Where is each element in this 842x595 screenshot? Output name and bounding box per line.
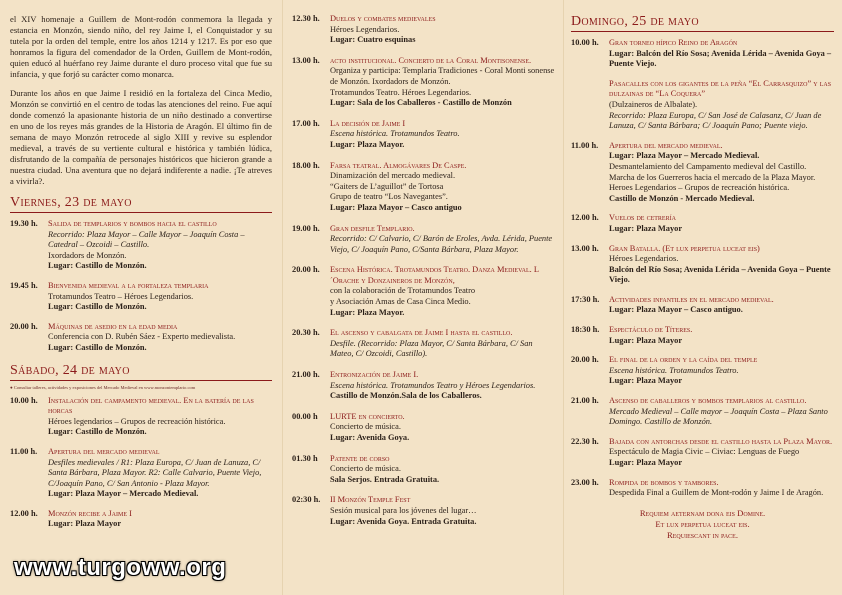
schedule-event (292, 14, 555, 46)
event-title: La decisión de Jaime I (330, 118, 406, 128)
schedule-event (571, 437, 834, 469)
event-detail: Balcón del Río Sosa; Avenida Lérida – Avenida Goya – Puente Viejo. (609, 264, 831, 285)
event-detail: Heroes Legendarios – Grupos de recreación histórica. (609, 183, 790, 193)
event-time: 02:30 h. (292, 495, 321, 505)
column-middle (282, 0, 563, 595)
event-time: 13.00 h. (571, 243, 599, 253)
event-detail: Concierto de música. (330, 464, 401, 474)
event-detail: Dinamización del mercado medieval. (330, 171, 456, 181)
schedule-event (571, 295, 834, 316)
event-title: Espectáculo de Títeres. (609, 325, 693, 335)
event-detail: Escena histórica. Trotamundos Teatro. (330, 129, 460, 139)
event-title: Apertura del mercado medieval. (609, 140, 723, 150)
event-time: 10.00 h. (571, 38, 599, 47)
event-body (330, 14, 555, 46)
event-detail: Concierto de música. (330, 422, 401, 432)
event-body (48, 219, 272, 272)
event-detail: Lugar: Plaza Mayor (609, 335, 683, 345)
event-detail: Escena histórica. Trotamundos Teatro y Héroes Legendarios. (330, 380, 536, 390)
event-detail: Lugar: Plaza Mayor (609, 376, 683, 386)
event-title: Gran desfile Templario. (330, 223, 415, 233)
event-detail: Héroes Legendarios. (330, 24, 400, 34)
column-left (0, 0, 282, 595)
event-body (330, 119, 555, 151)
event-detail: Lugar: Castillo de Monzón. (48, 427, 147, 437)
event-title: El final de la orden y la caída del temple (609, 355, 758, 365)
event-time: 18:30 h. (571, 325, 600, 335)
event-title: Apertura del mercado medieval (48, 446, 160, 456)
column-right (563, 0, 842, 595)
event-title: Gran Batalla. (Et lux perpetua luceat eis) (609, 243, 760, 253)
schedule-event (571, 79, 834, 132)
watermark: www.turgoww.org (14, 554, 227, 581)
events-sabado (10, 396, 272, 531)
intro-paragraph-2: Durante los años en que Jaime I residió en la fortaleza del Cinca Medio, Monzón se convirtió en el centro de todas las atenciones del reino. Fue aquí donde comenzó la apasionante historia de un niño destinado a convertirse en uno de los reyes más grandes de la Historia de Aragón. El último fin de semana de mayo Monzón retrocede al siglo XIII y revive su esplendor medieval, a través de su vertiente cultural e histórica y también lúdica, disfrutando de la compañía de personajes históricos que hicieron grande a nuestra ciudad. Una aventura que no dejará indiferente a nadie. ¡Te atreves a vivirla?. (10, 88, 272, 186)
event-body (48, 322, 272, 354)
event-detail: Marcha de los Guerreros hacia el mercado de la Plaza Mayor. (609, 172, 816, 182)
event-title: Bajada con antorchas desde el castillo hasta la Plaza Mayor. (609, 436, 833, 446)
event-body (330, 224, 555, 256)
event-time (571, 79, 609, 132)
schedule-event (10, 396, 272, 438)
event-time: 17.00 h. (292, 118, 320, 128)
event-body (330, 56, 555, 109)
schedule-event (571, 478, 834, 499)
event-title: Duelos y combates medievales (330, 14, 436, 23)
event-detail: Lugar: Plaza Mayor – Mercado Medieval. (48, 489, 199, 499)
event-detail: Lugar: Plaza Mayor (609, 458, 683, 467)
event-detail: Ixordadors de Monzón. (48, 250, 127, 260)
schedule-event (10, 322, 272, 354)
event-body (48, 281, 272, 313)
event-time: 18.00 h. (292, 160, 320, 170)
event-title: Instalación del campamento medieval. En la batería de las horcas (48, 395, 254, 416)
event-time: 19.45 h. (10, 280, 38, 290)
event-detail: Desmantelamiento del Campamento medieval del Castillo. (609, 161, 807, 171)
event-title: Escena Histórica. Trotamundos Teatro. Danza Medieval. L´Orache y Donzaineros de Monzón, (330, 265, 539, 285)
events-sabado-continued (292, 14, 555, 527)
schedule-event (10, 509, 272, 530)
event-time: 21.00 h. (571, 396, 599, 406)
intro-paragraph-1: el XIV homenaje a Guillem de Mont-rodón conmemora la llegada y estancia en Monzón, siendo niño, del rey Jaime I, el Conquistador y su tutela por la orden del temple, entre los años 1214 y 1217. Es por eso que honramos la figura del comendador de la Orden, Guillem de Mont-rodón, quien educó al huérfano rey Jaime durante el duro proceso vital que fue su infancia, y que forjó su carácter como monarca. (10, 14, 272, 79)
event-time: 12.00 h. (571, 213, 599, 223)
event-title: Rompida de bombos y tambores. (609, 477, 719, 487)
event-detail: Lugar: Plaza Mayor (48, 519, 122, 529)
event-detail: Lugar: Plaza Mayor – Casco antiguo. (609, 305, 743, 315)
closing-prayer (571, 508, 834, 541)
day-title-viernes: Viernes, 23 de mayo (10, 195, 132, 210)
event-detail: Lugar: Balcón del Río Sosa; Avenida Lérida – Avenida Goya – Puente Viejo. (609, 48, 832, 69)
event-time: 19.30 h. (10, 219, 38, 228)
event-body (609, 295, 834, 316)
schedule-event (10, 447, 272, 500)
event-detail: Lugar: Castillo de Monzón. (48, 261, 147, 271)
event-detail: Recorrido: C/ Calvario, C/ Barón de Eroles, Avda. Lérida, Puente Viejo, C/ Joaquín Pano, C/Santa Bárbara, Plaza Mayor. (330, 234, 553, 254)
event-detail: con la colaboración de Trotamundos Teatro (330, 286, 476, 296)
event-detail: Lugar: Plaza Mayor. (330, 307, 405, 317)
event-time: 20.00 h. (571, 355, 599, 365)
event-time: 17:30 h. (571, 294, 600, 304)
event-time: 20.00 h. (292, 265, 320, 275)
event-body (48, 509, 272, 530)
event-body (48, 447, 272, 500)
event-body (609, 79, 834, 132)
event-body (330, 495, 555, 527)
schedule-event (292, 495, 555, 527)
event-time: 01.30 h (292, 453, 318, 463)
event-title: Bienvenida medieval a la fortaleza templaria (48, 280, 209, 290)
event-time: 00.00 h (292, 411, 318, 421)
event-time: 10.00 h. (10, 395, 38, 405)
event-body (330, 370, 555, 402)
schedule-event (571, 38, 834, 70)
event-detail: Recorrido: Plaza Mayor – Calle Mayor – Joaquín Costa – Catedral – Ozcoidi – Castillo. (48, 229, 245, 250)
event-detail: Lugar: Sala de los Caballeros - Castillo de Monzón (330, 98, 512, 108)
event-body (609, 38, 834, 70)
event-body (330, 265, 555, 318)
event-detail: Lugar: Cuatro esquinas (330, 35, 416, 45)
schedule-event (571, 325, 834, 346)
event-detail: Lugar: Plaza Mayor (609, 223, 683, 233)
event-title: Vuelos de cetrería (609, 213, 676, 223)
event-time: 11.00 h. (571, 140, 599, 150)
event-time: 19.00 h. (292, 223, 320, 233)
schedule-event (292, 454, 555, 486)
event-title: II Monzón Temple Fest (330, 495, 411, 505)
event-body (609, 141, 834, 205)
schedule-event (10, 281, 272, 313)
event-detail: Grupo de teatro “Los Navegantes”. (330, 192, 448, 202)
event-body (330, 161, 555, 214)
event-title: acto institucional. Concierto de la Coral Montisonense. (330, 55, 532, 65)
event-title: Salida de templarios y bombos hacia el castillo (48, 219, 217, 228)
schedule-event (292, 370, 555, 402)
schedule-event (571, 213, 834, 234)
event-body (330, 412, 555, 444)
event-body (609, 437, 834, 469)
event-title: Gran torneo hípico Reino de Aragón (609, 38, 738, 47)
event-detail: Espectáculo de Magia Civic – Civiac: Lenguas de Fuego (609, 447, 800, 457)
event-title: Actividades infantiles en el mercado medieval. (609, 294, 774, 304)
event-time: 20.30 h. (292, 328, 320, 338)
event-title: Ascenso de caballeros y bombos templarios al castillo. (609, 396, 807, 406)
event-title: El ascenso y cabalgata de Jaime I hasta el castillo. (330, 328, 513, 338)
schedule-event (571, 244, 834, 286)
event-detail: Héroes Legendarios. (609, 254, 679, 264)
event-detail: Lugar: Plaza Mayor – Mercado Medieval. (609, 151, 760, 161)
event-detail: Desfiles medievales / R1: Plaza Europa, C/ Juan de Lanuza, C/ Santa Bárbara, Plaza Mayor. R2: Calle Calvario, Puente Viejo, C/Joaquín Pano, C/ San Antonio - Plaza Mayor. (48, 457, 262, 488)
event-detail: Recorrido: Plaza Europa, C/ San José de Calasanz, C/ Juan de Lanuza, C/ Santa Bárbara; C/ Joaquín Pano; Puente viejo. (609, 110, 822, 131)
event-detail: Lugar: Castillo de Monzón. (48, 342, 147, 352)
event-body (609, 244, 834, 286)
intro-text (10, 14, 272, 187)
event-time: 21.00 h. (292, 370, 320, 380)
event-time: 11.00 h. (10, 446, 38, 456)
event-detail: Sala Serjos. Entrada Gratuita. (330, 474, 440, 484)
closing-line: Requiescant in pace. (667, 529, 738, 540)
event-detail: Castillo de Monzón - Mercado Medieval. (609, 193, 755, 203)
day-divider (571, 31, 834, 32)
event-title: Monzón recibe a Jaime I (48, 508, 132, 518)
event-body (330, 328, 555, 360)
event-time: 20.00 h. (10, 321, 38, 331)
event-time: 22.30 h. (571, 436, 599, 446)
day-divider (10, 380, 272, 381)
event-detail: Lugar: Castillo de Monzón. (48, 302, 147, 312)
event-title: Pasacalles con los gigantes de la peña “El Carrasquizo” y las dulzainas de “La Coquera” (609, 78, 832, 99)
event-detail: Trotamundos Teatro. Héroes Legendarios. (330, 87, 472, 97)
event-detail: Desfile. (Recorrido: Plaza Mayor, C/ Santa Bárbara, C/ San Mateo, C/ Ozcoidi, Castillo). (330, 338, 533, 359)
event-detail: Castillo de Monzón.Sala de los Caballeros. (330, 391, 482, 401)
schedule-event (571, 396, 834, 428)
event-detail: Lugar: Avenida Goya. (330, 433, 410, 442)
day-divider (10, 212, 272, 213)
event-body (609, 213, 834, 234)
event-title: Entronización de Jaime I. (330, 370, 419, 380)
event-title: Máquinas de asedio en la edad media (48, 321, 178, 331)
event-detail: Organiza y participa: Templaria Tradiciones - Coral Monti sonense de Monzón. Ixordadors de Monzón. (330, 66, 555, 86)
event-detail: “Gaiters de L’aguillot” de Tortosa (330, 181, 444, 191)
closing-line: Requiem aeternam dona eis Domine. (639, 507, 766, 518)
schedule-event (292, 56, 555, 109)
event-body (48, 396, 272, 438)
schedule-event (292, 161, 555, 214)
event-detail: Lugar: Plaza Mayor. (330, 139, 405, 149)
event-title: Patente de corso (330, 453, 390, 463)
event-body (609, 325, 834, 346)
event-detail: Conferencia con D. Rubén Sáez - Experto medievalista. (48, 332, 236, 342)
day-title-sabado: Sábado, 24 de mayo (10, 362, 130, 378)
event-title: LURTE en concierto. (330, 411, 405, 421)
event-body (609, 355, 834, 387)
market-note: ● Consultar talleres, actividades y exposiciones del Mercado Medieval en www.monzontemplario.com (10, 384, 196, 390)
event-detail: (Dulzaineros de Albalate). (609, 99, 698, 109)
schedule-event (292, 224, 555, 256)
event-detail: Mercado Medieval – Calle mayor – Joaquín Costa – Plaza Santo Domingo. Castillo de Monzón. (609, 406, 828, 427)
schedule-event (292, 412, 555, 444)
event-body (609, 478, 834, 499)
event-time: 12.30 h. (292, 14, 320, 23)
event-title: Farsa teatral. Almogávares De Caspe. (330, 160, 467, 170)
event-time: 12.00 h. (10, 508, 38, 518)
event-body (330, 454, 555, 486)
event-detail: Héroes legendarios – Grupos de recreación histórica. (48, 416, 226, 426)
event-time: 13.00 h. (292, 55, 320, 65)
schedule-event (292, 328, 555, 360)
event-detail: Despedida Final a Guillem de Mont-rodón y Jaime I de Aragón. (609, 488, 824, 498)
schedule-event (292, 265, 555, 318)
closing-line: Et lux perpetua luceat eis. (655, 518, 750, 529)
event-detail: y Asociación Amas de Casa Cinca Medio. (330, 297, 471, 307)
events-viernes (10, 219, 272, 354)
event-detail: Lugar: Plaza Mayor – Casco antiguo (330, 202, 462, 212)
schedule-event (292, 119, 555, 151)
schedule-event (10, 219, 272, 272)
event-detail: Trotamundos Teatro – Héroes Legendarios. (48, 291, 194, 301)
day-title-domingo: Domingo, 25 de mayo (571, 14, 699, 29)
events-domingo (571, 38, 834, 499)
event-time: 23.00 h. (571, 477, 599, 487)
schedule-event (571, 355, 834, 387)
schedule-event (571, 141, 834, 205)
event-detail: Escena histórica. Trotamundos Teatro. (609, 365, 739, 375)
event-detail: Lugar: Avenida Goya. Entrada Gratuita. (330, 516, 477, 526)
event-detail: Sesión musical para los jóvenes del lugar… (330, 505, 477, 515)
event-body (609, 396, 834, 428)
